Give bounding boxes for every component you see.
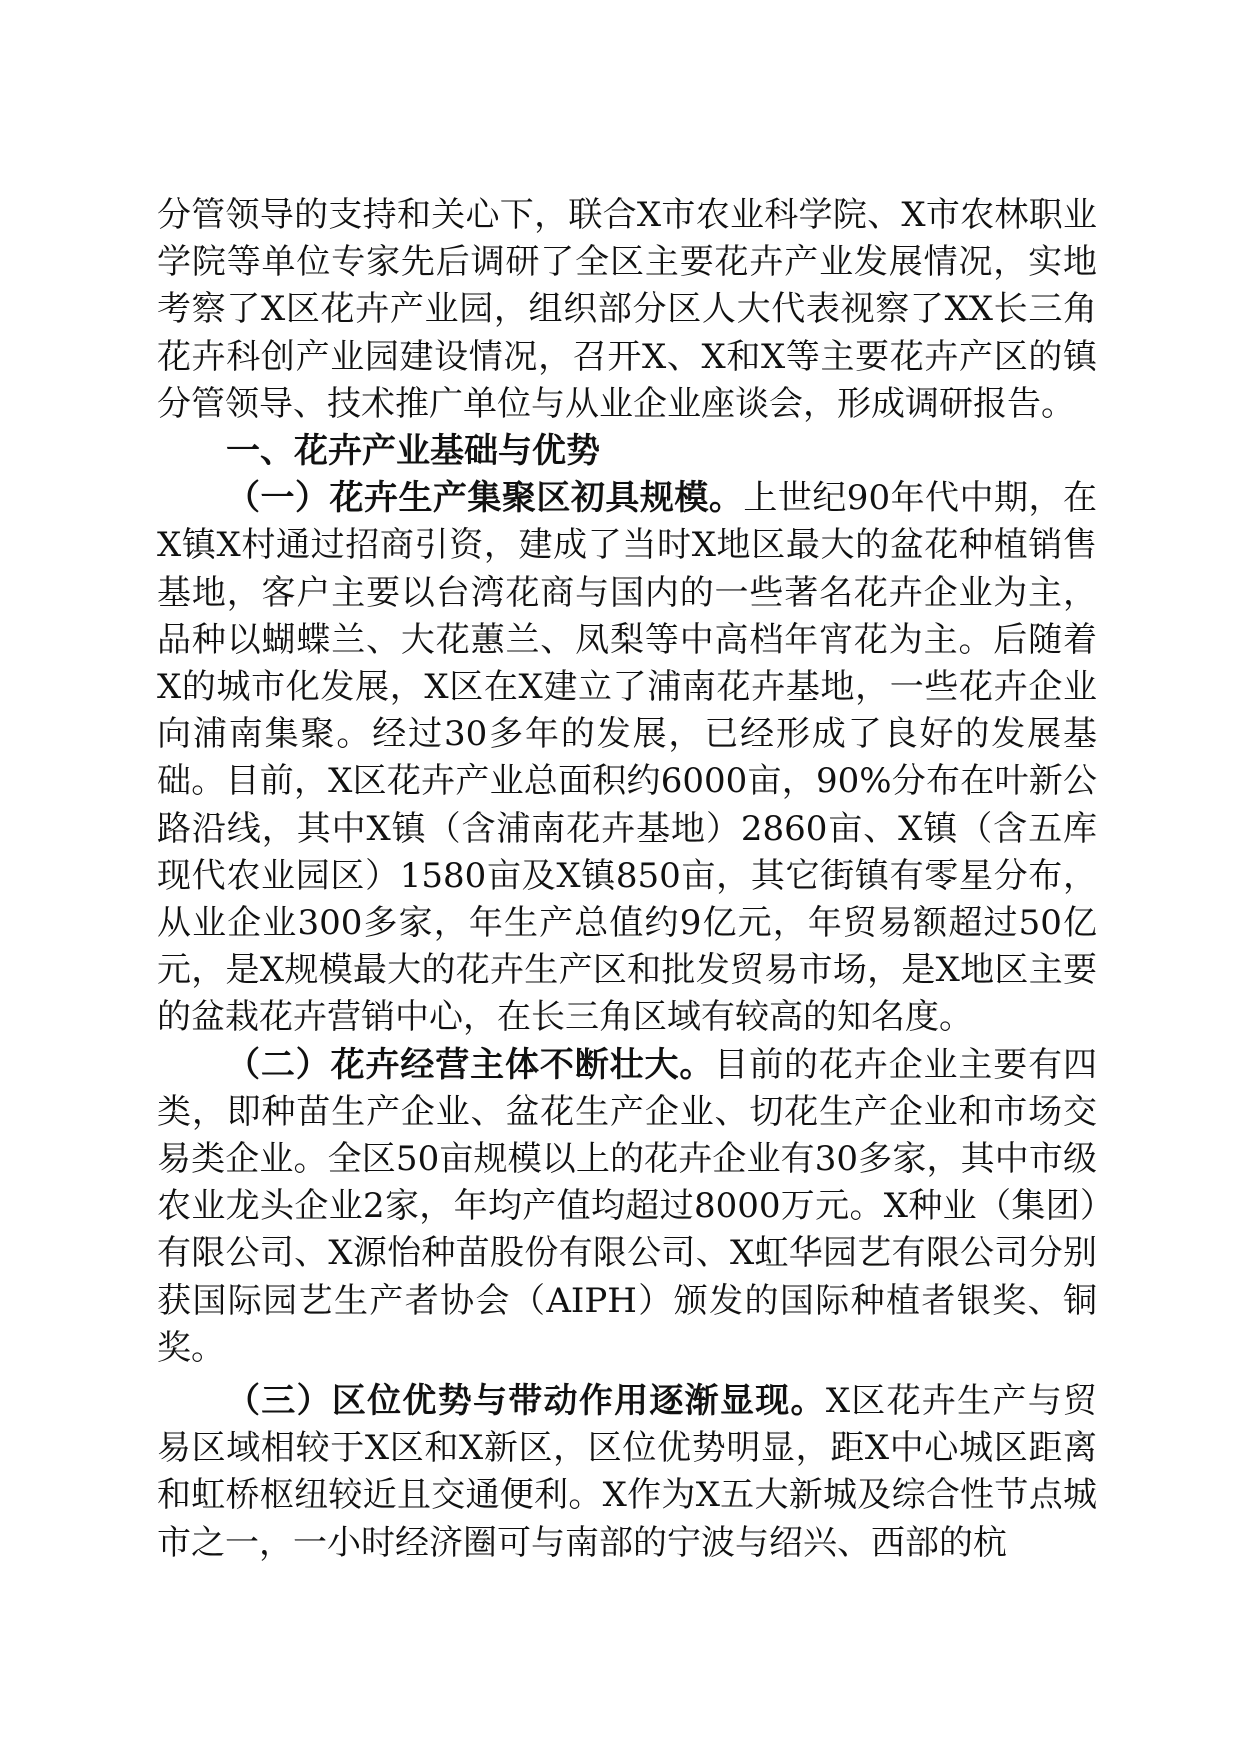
subsection-2-title: （二）花卉经营主体不断壮大。 [226,1044,715,1085]
subsection-3-title: （三）区位优势与带动作用逐渐显现。 [226,1381,826,1422]
subsection-3-body: X区花卉生产与贸易区域相较于X区和X新区，区位优势明显，距X中心城区距离和虹桥枢纽较近且交通便利。X作为X五大新城及综合性节点城市之一，一小时经济圈可与南部的宁波与绍兴、西部的杭 [157,1381,1097,1563]
subsection-2 [157,1042,1097,1372]
document-page [157,192,1097,1567]
intro-paragraph: 分管领导的支持和关心下，联合X市农业科学院、X市农林职业学院等单位专家先后调研了全区主要花卉产业发展情况，实地考察了X区花卉产业园，组织部分区人大代表视察了XX长三角花卉科创产业园建设情况，召开X、X和X等主要花卉产区的镇分管领导、技术推广单位与从业企业座谈会，形成调研报告。 [157,195,1097,424]
subsection-2-body: 目前的花卉企业主要有四类，即种苗生产企业、盆花生产企业、切花生产企业和市场交易类企业。全区50亩规模以上的花卉企业有30多家，其中市级农业龙头企业2家，年均产值均超过8000万元。X种业（集团）有限公司、X源怡种苗股份有限公司、X虹华园艺有限公司分别获国际园艺生产者协会（AIPH）颁发的国际种植者银奖、铜奖。 [157,1044,1097,1368]
subsection-3 [157,1378,1097,1567]
subsection-1-title: （一）花卉生产集聚区初具规模。 [226,478,744,519]
section-heading: 一、花卉产业基础与优势 [226,431,600,472]
subsection-1-body: 上世纪90年代中期，在X镇X村通过招商引资，建成了当时X地区最大的盆花种植销售基地，客户主要以台湾花商与国内的一些著名花卉企业为主，品种以蝴蝶兰、大花蕙兰、凤梨等中高档年宵花为主。后随着X的城市化发展，X区在X建立了浦南花卉基地，一些花卉企业向浦南集聚。经过30多年的发展，已经形成了良好的发展基础。目前，X区花卉产业总面积约6000亩，90%分布在叶新公路沿线，其中X镇（含浦南花卉基地）2860亩、X镇（含五库现代农业园区）1580亩及X镇850亩，其它街镇有零星分布，从业企业300多家，年生产总值约9亿元，年贸易额超过50亿元，是X规模最大的花卉生产区和批发贸易市场，是X地区主要的盆栽花卉营销中心，在长三角区域有较高的知名度。 [157,478,1098,1038]
subsection-1 [157,475,1097,1041]
